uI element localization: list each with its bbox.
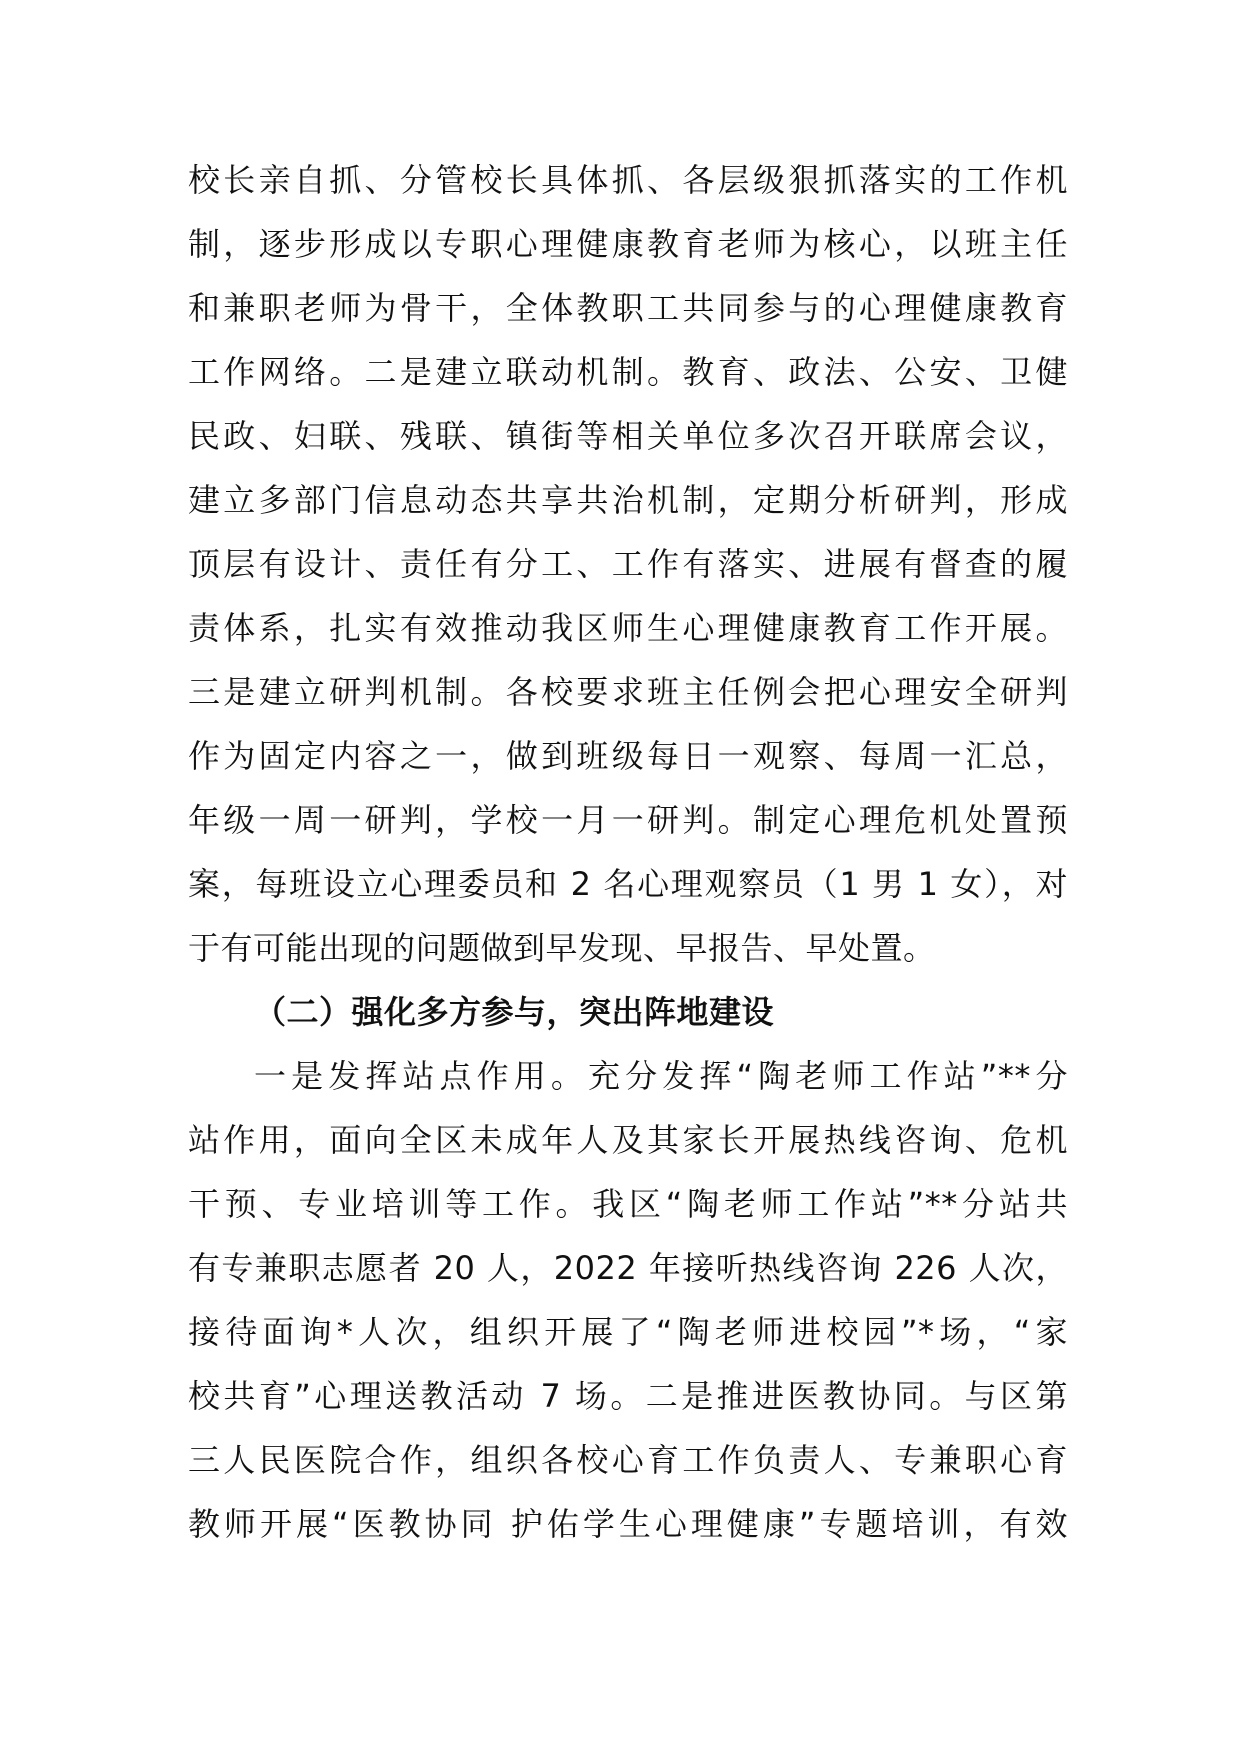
- paragraph-line: 干预、专业培训等工作。我区“陶老师工作站”**分站共: [188, 1185, 1068, 1223]
- paragraph-line: 一是发挥站点作用。充分发挥“陶老师工作站”**分: [254, 1057, 1068, 1095]
- paragraph-line: 教师开展“医教协同 护佑学生心理健康”专题培训，有效: [188, 1505, 1068, 1543]
- paragraph-line: 案，每班设立心理委员和 2 名心理观察员（1 男 1 女），对: [188, 865, 1068, 903]
- paragraph-line: 年级一周一研判，学校一月一研判。制定心理危机处置预: [188, 801, 1068, 839]
- paragraph-line: 作为固定内容之一，做到班级每日一观察、每周一汇总，: [188, 737, 1068, 775]
- paragraph-line: 校长亲自抓、分管校长具体抓、各层级狠抓落实的工作机: [188, 161, 1068, 199]
- paragraph-line: 接待面询*人次，组织开展了“陶老师进校园”*场，“家: [188, 1313, 1068, 1351]
- paragraph-line: 校共育”心理送教活动 7 场。二是推进医教协同。与区第: [188, 1377, 1068, 1415]
- paragraph-line: 和兼职老师为骨干，全体教职工共同参与的心理健康教育: [188, 289, 1068, 327]
- paragraph-line: 站作用，面向全区未成年人及其家长开展热线咨询、危机: [188, 1121, 1068, 1159]
- paragraph-line: 责体系，扎实有效推动我区师生心理健康教育工作开展。: [188, 609, 1068, 647]
- paragraph-line: 有专兼职志愿者 20 人，2022 年接听热线咨询 226 人次，: [188, 1249, 1068, 1287]
- paragraph-line: 制，逐步形成以专职心理健康教育老师为核心，以班主任: [188, 225, 1068, 263]
- section-heading: （二）强化多方参与，突出阵地建设: [254, 993, 775, 1031]
- paragraph-line: 建立多部门信息动态共享共治机制，定期分析研判，形成: [188, 481, 1068, 519]
- paragraph-line: 民政、妇联、残联、镇街等相关单位多次召开联席会议，: [188, 417, 1068, 455]
- paragraph-line: 三是建立研判机制。各校要求班主任例会把心理安全研判: [188, 673, 1068, 711]
- paragraph-line: 于有可能出现的问题做到早发现、早报告、早处置。: [188, 929, 936, 967]
- paragraph-line: 工作网络。二是建立联动机制。教育、政法、公安、卫健: [188, 353, 1068, 391]
- paragraph-line: 三人民医院合作，组织各校心育工作负责人、专兼职心育: [188, 1441, 1068, 1479]
- paragraph-line: 顶层有设计、责任有分工、工作有落实、进展有督查的履: [188, 545, 1068, 583]
